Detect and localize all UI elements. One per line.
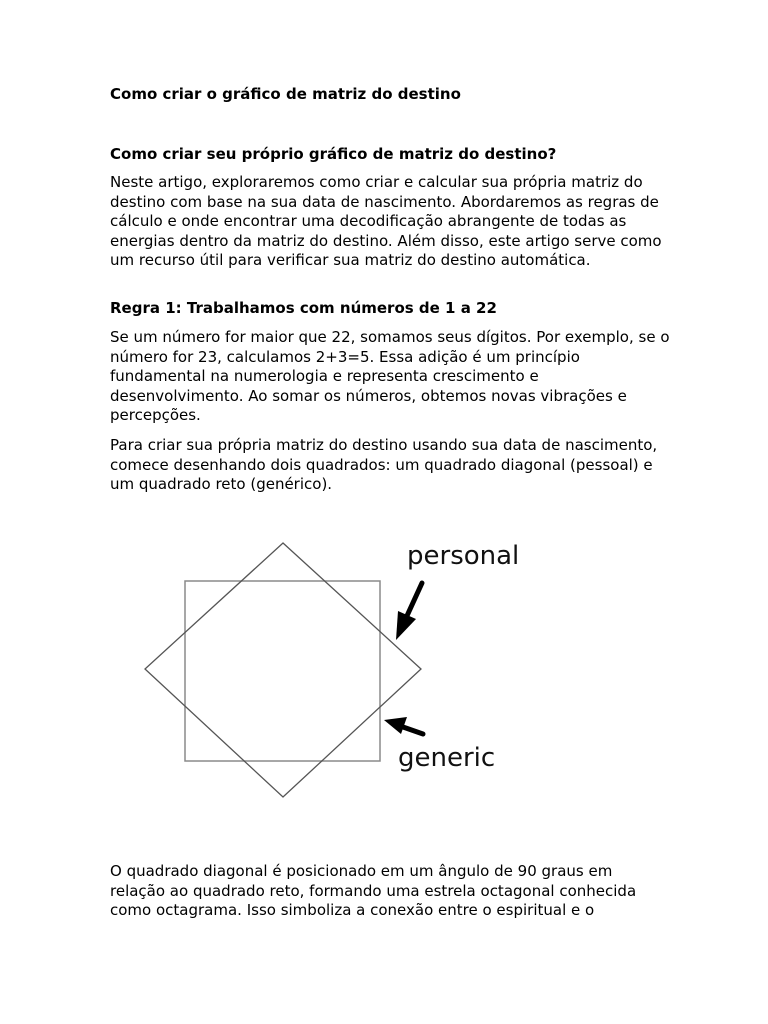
instructions-paragraph: Para criar sua própria matriz do destino usando sua data de nascimento, comece desenhando dois quadrados: um quadrado diagonal (pessoal) e um quadrado reto (genérico). <box>110 436 658 493</box>
intro-paragraph: Neste artigo, exploraremos como criar e calcular sua própria matriz do destino com base na sua data de nascimento. Abordaremos as regras de cálculo e onde encontrar uma decodificação abrangente de todas as energias dentro da matriz do destino. Além disso, este artigo serve como um recurso útil para verificar sua matriz do destino automática. <box>110 173 662 269</box>
personal-arrow-icon <box>396 583 422 640</box>
document-title: Como criar o gráfico de matriz do destino <box>110 85 461 103</box>
generic-label: generic <box>398 743 496 773</box>
section-heading-intro: Como criar seu próprio gráfico de matriz do destino? <box>110 145 557 163</box>
rule-1-paragraph: Se um número for maior que 22, somamos seus dígitos. Por exemplo, se o número for 23, calculamos 2+3=5. Essa adição é um princípio fundamental na numerologia e representa crescimento e desenvolvimento. Ao somar os números, obtemos novas vibrações e percepções. <box>110 328 670 424</box>
section-heading-rule-1: Regra 1: Trabalhamos com números de 1 a 22 <box>110 299 497 317</box>
octagram-paragraph: O quadrado diagonal é posicionado em um ângulo de 90 graus em relação ao quadrado reto, formando uma estrela octagonal conhecida como octagrama. Isso simboliza a conexão entre o espiritual e o <box>110 862 637 919</box>
personal-label: personal <box>407 541 520 571</box>
generic-arrow-icon <box>384 717 423 734</box>
